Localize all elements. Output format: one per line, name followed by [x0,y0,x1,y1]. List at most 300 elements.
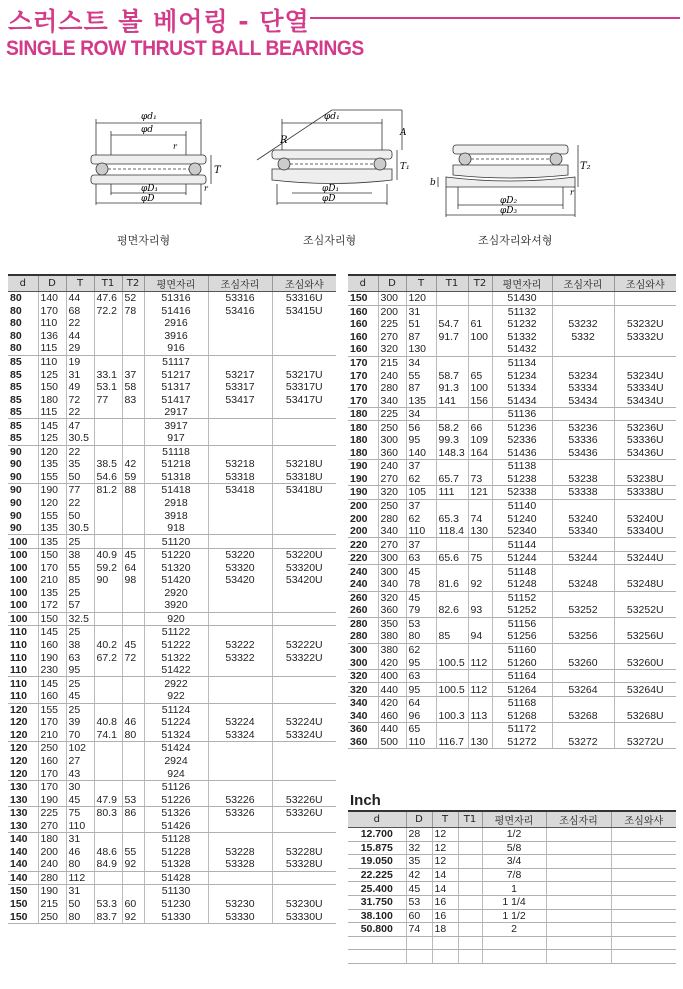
table-cell: 53434U [614,394,676,407]
table-cell: 82.6 [436,604,468,617]
table-row [8,832,336,845]
table-cell: 3917 [144,419,208,432]
table-cell: 94 [468,630,492,643]
table-cell: 90 [94,574,122,587]
table-cell: 55 [66,561,94,574]
table-cell: 51428 [144,871,208,885]
table-cell: 53420 [208,574,272,587]
table-cell: 51228 [144,846,208,859]
table-cell: 51416 [144,305,208,318]
label-d1: φd₁ [141,112,157,122]
table-cell: 440 [378,683,406,697]
table-cell: 51226 [144,793,208,806]
table-cell: 340 [350,697,368,710]
table-cell [436,723,468,736]
table-cell: 52336 [492,434,552,447]
table-cell: 140 [406,447,436,460]
column-header: D [378,275,406,292]
diagram-aligning-seat [252,105,412,225]
table-cell: 63 [66,651,94,664]
table-cell: 25 [66,587,94,600]
title-divider [310,17,680,19]
table-cell [94,535,122,549]
table-cell: 100 [10,549,28,562]
table-cell [94,626,122,639]
table-cell [436,538,468,552]
table-cell: 59 [122,471,144,484]
table-cell: 45 [406,591,436,604]
table-cell: 53338U [614,486,676,500]
table-cell [122,317,144,330]
table-cell: 917 [144,432,208,445]
table-cell: 51260 [492,656,552,669]
table-cell: 81.2 [94,484,122,497]
table-cell: 920 [144,612,208,626]
table-row [348,343,676,356]
table-cell: 53217U [272,368,336,381]
table-cell: 56 [406,421,436,434]
table-cell [272,755,336,768]
table-cell [272,612,336,626]
table-cell: 145 [38,626,66,639]
table-cell: 95 [406,656,436,669]
table-cell [546,895,611,909]
table-cell: 51252 [492,604,552,617]
table-cell: 53 [122,793,144,806]
table-cell: 170 [350,357,368,369]
diagram-flat-seat [86,105,226,225]
table-cell: 63 [406,669,436,683]
table-cell: 90 [8,522,38,535]
table-cell: 16 [432,909,458,923]
label-d1: φd₁ [324,112,340,122]
table-cell: 150 [8,910,38,923]
table-row [8,587,336,600]
table-cell: 2920 [144,587,208,600]
table-cell: 400 [378,669,406,683]
table-cell: 110 [10,626,27,639]
table-cell: 53268U [614,710,676,723]
table-cell: 72.2 [94,305,122,318]
table-cell: 38.5 [94,458,122,471]
table-row [348,909,676,923]
table-cell: 27 [66,755,94,768]
table-cell: 300 [378,292,406,306]
table-row [8,368,336,381]
table-cell: 300 [348,656,378,669]
table-cell: 200 [350,500,368,513]
table-cell: 80 [122,729,144,742]
label-D3: φD₃ [500,206,518,216]
table-cell: 130 [468,736,492,749]
column-header: T [406,275,436,292]
table-cell: 53418U [272,484,336,497]
table-cell [94,406,122,419]
table-cell: 112 [66,871,94,885]
table-cell: 140 [10,833,28,846]
table-cell: 45 [66,793,94,806]
table-cell: 130 [8,819,38,832]
table-cell: 220 [348,551,378,565]
table-cell [94,497,122,510]
table-cell: 340 [378,578,406,591]
table-cell: 160 [350,318,368,331]
table-cell [272,406,336,419]
table-cell: 29 [66,342,94,355]
table-cell [482,950,546,964]
table-row [8,755,336,768]
table-cell [94,755,122,768]
table-cell: 922 [144,690,208,703]
table-cell: 53317 [208,381,272,394]
table-cell: 85 [8,406,38,419]
table-cell [614,591,676,604]
table-cell [468,565,492,578]
table-cell: 280 [378,512,406,525]
table-row [8,716,336,729]
table-cell: 2922 [144,677,208,690]
table-cell: 160 [38,639,66,652]
table-cell [614,617,676,630]
table-cell: 270 [38,819,66,832]
table-cell: 30 [66,780,94,793]
table-cell: 300 [378,551,406,565]
table-cell: 53244U [614,551,676,565]
table-cell [552,723,614,736]
table-cell: 12.700 [348,828,406,842]
table-row [348,305,676,318]
table-cell: 250 [378,421,406,434]
table-cell: 320 [348,683,378,697]
table-cell: 33.1 [94,368,122,381]
column-header: D [406,811,432,828]
table-cell: 85 [10,381,22,394]
table-cell: 2916 [144,317,208,330]
table-cell: 44 [66,330,94,343]
table-cell [436,565,468,578]
table-row [8,342,336,355]
table-cell [468,591,492,604]
table-cell: 53415U [272,305,336,318]
table-cell: 120 [10,703,28,716]
table-cell [272,871,336,885]
table-cell: 210 [38,729,66,742]
table-cell: 49 [66,381,94,394]
table-cell: 200 [378,305,406,318]
table-row [348,656,676,669]
table-cell: 53230 [208,898,272,911]
table-cell: 28 [406,828,432,842]
table-cell: 40.2 [94,639,122,652]
table-cell [468,538,492,552]
table-cell [208,885,272,898]
table-cell: 51128 [144,832,208,845]
table-cell: 50.800 [348,923,406,937]
table-cell [272,677,336,690]
table-row [348,617,676,630]
table-cell: 1 [482,882,546,896]
table-cell: 51126 [144,780,208,793]
table-cell [208,612,272,626]
table-cell: 90 [10,497,22,510]
table-cell [208,317,272,330]
table-cell [546,868,611,882]
table-cell: 51317 [144,381,208,394]
table-cell: 51168 [492,696,552,709]
table-cell: 170 [38,561,66,574]
table-cell: 53226U [272,793,336,806]
table-row [8,548,336,561]
table-cell [122,432,144,445]
table-cell: 300 [350,644,368,657]
table-cell [122,509,144,522]
table-cell: 25 [66,535,94,549]
table-cell: 51318 [144,471,208,484]
table-cell [546,841,611,855]
table-cell: 51248 [492,578,552,591]
table-cell: 135 [406,394,436,407]
table-cell: 180 [350,421,368,434]
table-cell: 35 [66,458,94,471]
table-cell: 100 [8,599,38,612]
table-cell [208,587,272,600]
table-row [8,729,336,742]
table-cell: 81.6 [436,578,468,591]
table-cell: 62 [406,643,436,656]
table-cell: 924 [144,767,208,780]
column-header: d [348,275,378,292]
table-cell [94,432,122,445]
table-cell [122,755,144,768]
table-cell: 53248U [614,578,676,591]
table-cell: 16 [432,895,458,909]
table-cell: 440 [378,723,406,736]
table-cell: 51152 [492,591,552,604]
table-cell [122,330,144,343]
table-cell: 150 [348,292,378,306]
table-cell: 53248 [552,578,614,591]
table-cell: 51144 [492,538,552,552]
table-cell: 51234 [492,369,552,382]
table-cell: 18 [432,923,458,937]
table-cell: 95 [406,683,436,697]
page-title-english: SINGLE ROW THRUST BALL BEARINGS [6,37,364,60]
table-row [8,703,336,716]
table-cell: 22 [66,317,94,330]
table-cell: 100 [8,612,38,626]
table-cell: 150 [10,885,28,898]
table-row [8,445,336,458]
table-cell: 98 [122,574,144,587]
table-cell [208,355,272,368]
table-cell: 34 [406,356,436,369]
table-cell: 116.7 [436,736,468,749]
table-cell [94,330,122,343]
table-cell: 51256 [492,630,552,643]
table-row [8,871,336,885]
table-cell [94,742,122,755]
table-cell [611,841,676,855]
table-cell [208,342,272,355]
table-cell [94,612,122,626]
table-row [8,767,336,780]
column-header: 조심자리 [208,275,272,292]
table-cell [611,882,676,896]
table-cell [552,343,614,356]
table-cell: 916 [144,342,208,355]
table-cell [614,723,676,736]
table-cell: 60 [406,909,432,923]
caption-aligning-seat: 조심자리형 [303,234,357,247]
table-cell: 78 [122,305,144,318]
page-title-korean: 스러스트 볼 베어링 - 단열 [8,7,310,36]
column-header: T1 [94,275,122,292]
table-row [8,793,336,806]
table-cell [208,509,272,522]
table-cell: 145 [38,419,66,432]
table-cell: 85 [66,574,94,587]
spec-table-inch [348,810,676,964]
label-T: T [214,165,221,176]
table-cell [436,292,468,306]
table-cell [208,871,272,885]
table-cell: 51422 [144,664,208,677]
table-cell: 30.5 [66,432,94,445]
table-row [348,578,676,591]
table-cell [436,407,468,421]
table-row [348,356,676,369]
table-cell: 42 [122,458,144,471]
table-cell [208,599,272,612]
table-cell [122,612,144,626]
table-cell: 53417U [272,393,336,406]
table-cell: 51156 [492,617,552,630]
column-header: T1 [436,275,468,292]
table-cell [122,690,144,703]
table-cell: 250 [378,499,406,512]
table-cell [552,617,614,630]
table-cell: 240 [350,565,368,578]
table-cell [468,356,492,369]
table-cell: 37 [406,460,436,473]
table-cell [122,587,144,600]
table-cell: 48.6 [94,846,122,859]
table-cell [611,895,676,909]
table-cell: 54.7 [436,318,468,331]
table-cell: 51432 [492,343,552,356]
table-cell [122,703,144,716]
table-cell: 19.050 [348,855,406,869]
table-cell: 51118 [144,445,208,458]
table-cell [611,855,676,869]
table-row [348,486,676,500]
table-cell: 60 [122,898,144,911]
table-cell: 51117 [144,355,208,368]
table-cell [614,538,676,552]
table-row [348,318,676,331]
table-cell: 2918 [144,497,208,510]
table-cell: 170 [38,767,66,780]
table-cell: 22 [66,445,94,458]
table-cell: 180 [348,407,378,421]
table-cell [458,882,482,896]
table-cell: 51132 [492,305,552,318]
table-cell: 53328U [272,858,336,871]
table-row [348,369,676,382]
table-cell [272,767,336,780]
table-cell: 53240U [614,512,676,525]
table-cell: 190 [38,484,66,497]
table-cell [614,499,676,512]
table-cell [552,669,614,683]
table-cell: 51232 [492,318,552,331]
table-cell [614,669,676,683]
table-cell: 110 [38,355,66,368]
table-cell: 125 [38,432,66,445]
column-header: 평면자리 [144,275,208,292]
table-cell: 190 [348,486,378,500]
table-row [8,330,336,343]
table-cell: 62 [406,473,436,486]
table-cell: 59.2 [94,561,122,574]
table-cell: 350 [378,617,406,630]
table-cell: 77 [94,393,122,406]
table-cell: 51224 [144,716,208,729]
table-cell [436,460,468,473]
table-cell: 68 [66,305,94,318]
table-cell [122,406,144,419]
table-cell: 72 [66,393,94,406]
table-row [8,355,336,368]
column-header: T [66,275,94,292]
table-cell [94,522,122,535]
table-cell: 63 [406,551,436,565]
table-cell [94,317,122,330]
table-row [348,407,676,421]
table-cell [94,690,122,703]
table-cell: 58.7 [436,369,468,382]
table-cell: 130 [406,343,436,356]
table-cell: 280 [38,871,66,885]
column-header: T2 [468,275,492,292]
table-cell: 118.4 [436,525,468,538]
table-cell: 99.3 [436,434,468,447]
table-row [8,846,336,859]
table-cell: 170 [350,369,368,382]
table-cell: 51238 [492,473,552,486]
table-cell [436,343,468,356]
table-cell [272,355,336,368]
table-cell: 210 [38,574,66,587]
table-cell: 51138 [492,460,552,473]
table-cell: 100 [10,586,28,599]
table-cell [122,445,144,458]
table-row [8,509,336,522]
table-cell: 170 [348,394,378,407]
table-cell: 30.5 [66,522,94,535]
table-cell: 80 [10,329,22,342]
table-cell: 260 [350,591,368,604]
table-cell: 84.9 [94,858,122,871]
table-cell: 90 [10,484,22,497]
table-cell: 51420 [144,574,208,587]
table-cell: 40.9 [94,548,122,561]
table-cell [122,677,144,690]
table-cell: 320 [348,669,378,683]
table-cell [468,407,492,421]
table-cell: 51436 [492,447,552,460]
table-cell: 31.750 [348,895,406,909]
